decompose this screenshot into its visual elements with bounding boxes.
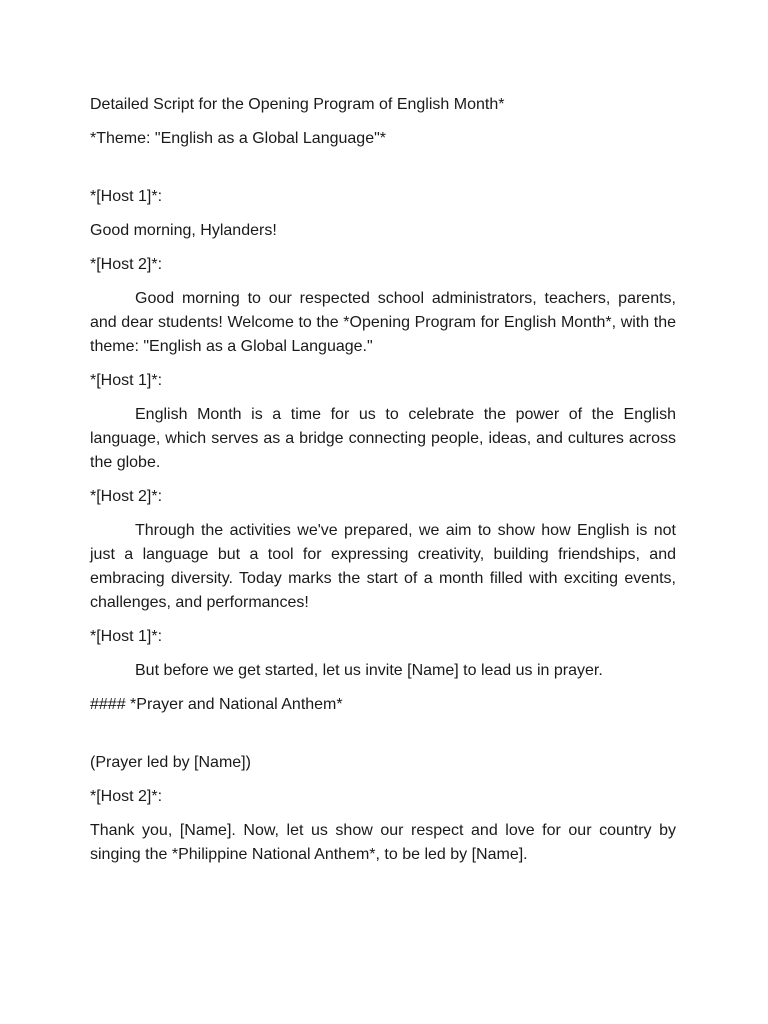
speaker-label-host1: *[Host 1]*: — [90, 188, 163, 205]
english-month-paragraph: English Month is a time for us to celebrate the power of the English language, which serves as a bridge connecting people, ideas, and cultures across the globe. — [90, 406, 676, 471]
document-page — [90, 93, 676, 877]
welcome-paragraph: Good morning to our respected school administrators, teachers, parents, and dear students! Welcome to the *Opening Program for English Month*, with the theme: "English as a Global Language." — [90, 290, 676, 355]
speaker-label-host1: *[Host 1]*: — [90, 372, 163, 389]
theme-line: *Theme: "English as a Global Language"* — [90, 130, 386, 147]
prayer-invite-line: But before we get started, let us invite [Name] to lead us in prayer. — [135, 662, 603, 679]
speaker-label-host2: *[Host 2]*: — [90, 488, 163, 505]
greeting-line: Good morning, Hylanders! — [90, 222, 277, 239]
anthem-paragraph: Thank you, [Name]. Now, let us show our respect and love for our country by singing the *Philippine National Anthem*, to be led by [Name]. — [90, 822, 676, 863]
spacer — [90, 727, 676, 751]
spacer — [90, 161, 676, 185]
section-heading: #### *Prayer and National Anthem* — [90, 696, 343, 713]
speaker-label-host2: *[Host 2]*: — [90, 256, 163, 273]
activities-paragraph: Through the activities we've prepared, we aim to show how English is not just a language but a tool for expressing creativity, building friendships, and embracing diversity. Today marks the start of a month filled with exciting events, challenges, and performances! — [90, 522, 676, 611]
speaker-label-host2: *[Host 2]*: — [90, 788, 163, 805]
document-title: Detailed Script for the Opening Program of English Month* — [90, 96, 505, 113]
speaker-label-host1: *[Host 1]*: — [90, 628, 163, 645]
prayer-led-line: (Prayer led by [Name]) — [90, 754, 251, 771]
